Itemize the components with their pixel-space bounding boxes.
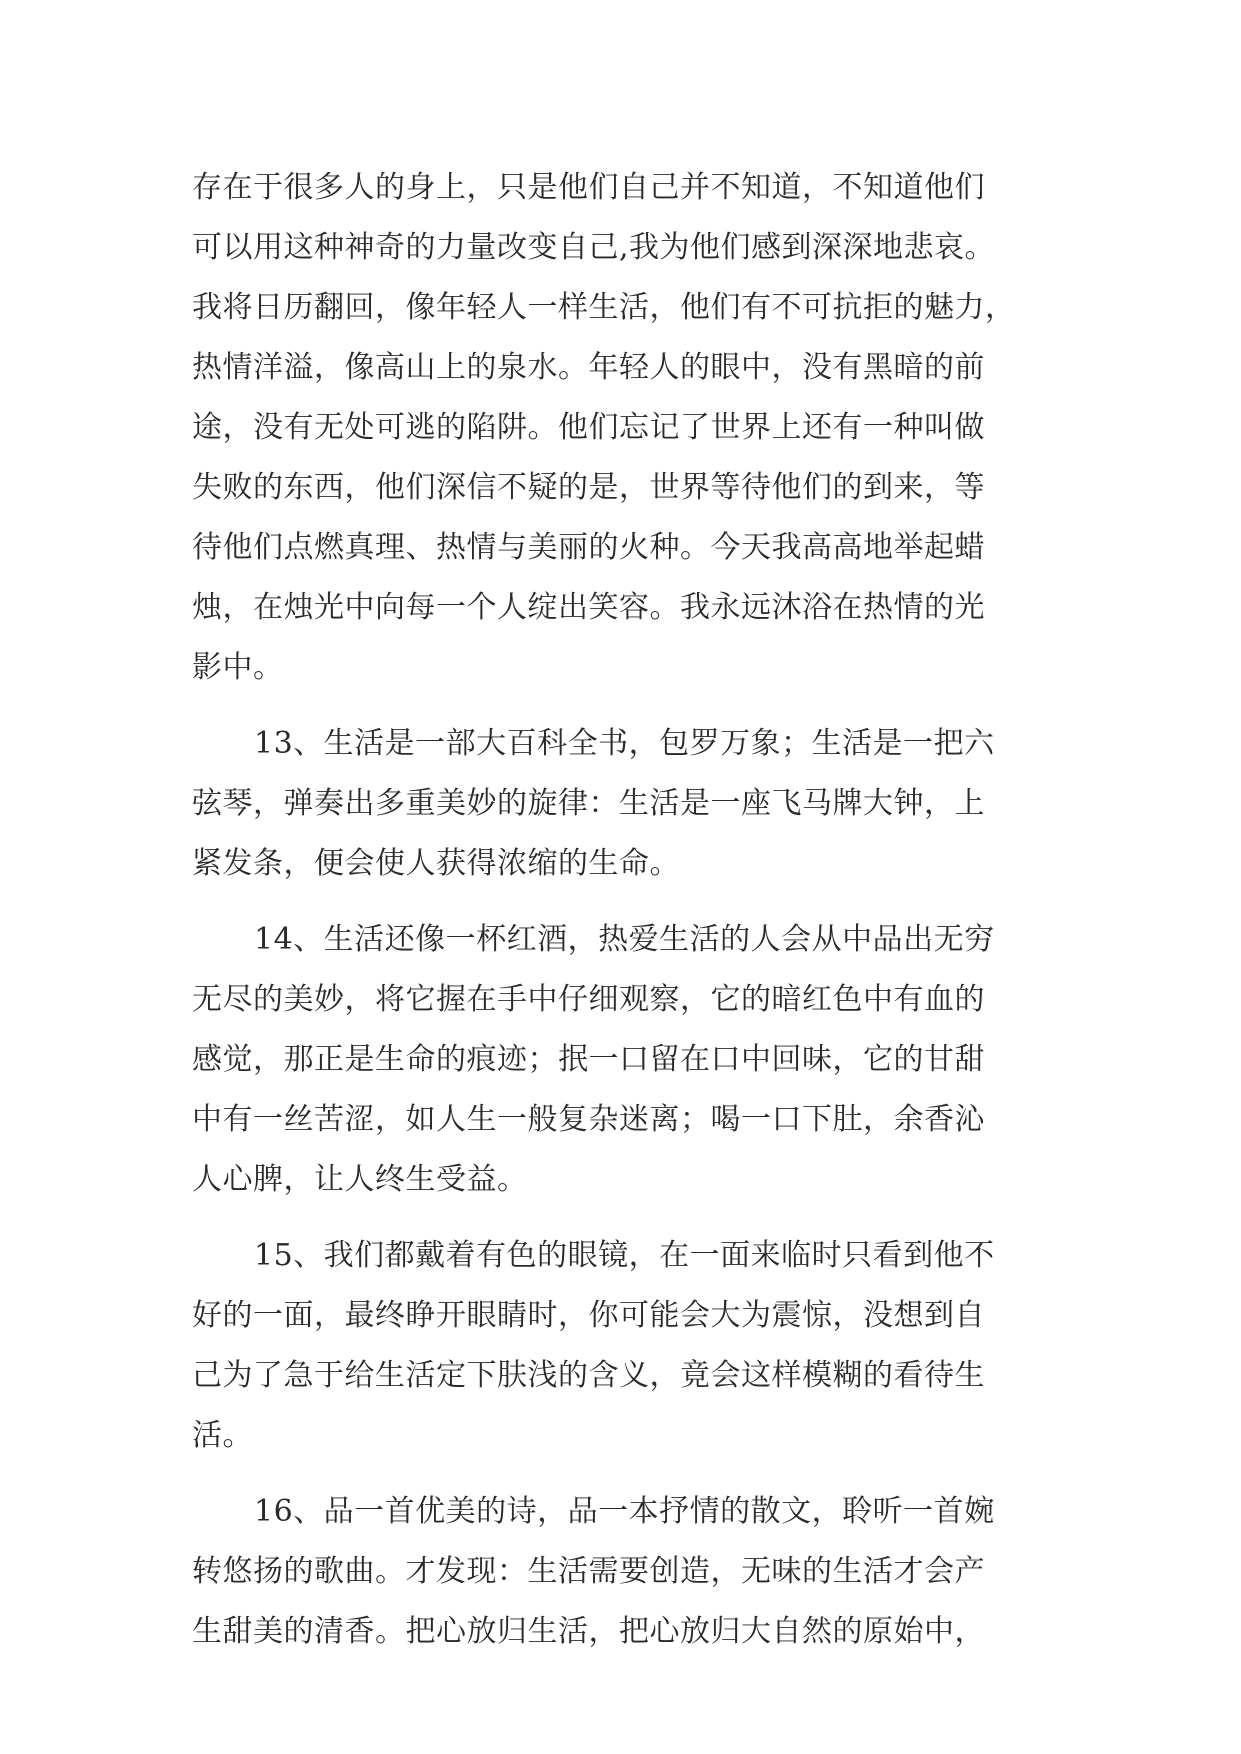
paragraph-continued xyxy=(192,158,1072,698)
text-line: 存在于很多人的身上，只是他们自己并不知道，不知道他们 xyxy=(192,170,985,205)
text-line-first: 16、品一首优美的诗，品一本抒情的散文，聆听一首婉 xyxy=(254,1494,995,1529)
document-body xyxy=(192,158,1072,1662)
paragraph-16 xyxy=(192,1482,1072,1662)
text-line: 失败的东西，他们深信不疑的是，世界等待他们的到来，等 xyxy=(192,470,985,505)
paragraph-13 xyxy=(192,714,1072,894)
text-line-first: 13、生活是一部大百科全书，包罗万象；生活是一把六 xyxy=(254,726,995,761)
text-line: 好的一面，最终睁开眼睛时，你可能会大为震惊，没想到自 xyxy=(192,1298,985,1333)
text-line-first: 14、生活还像一杯红酒，热爱生活的人会从中品出无穷 xyxy=(254,922,995,957)
text-line: 生甜美的清香。把心放归生活，把心放归大自然的原始中， xyxy=(192,1614,985,1649)
text-line: 我将日历翻回，像年轻人一样生活，他们有不可抗拒的魅力， xyxy=(192,290,1016,325)
paragraph-15 xyxy=(192,1226,1072,1466)
text-line-first: 15、我们都戴着有色的眼镜，在一面来临时只看到他不 xyxy=(254,1238,995,1273)
text-line: 热情洋溢，像高山上的泉水。年轻人的眼中，没有黑暗的前 xyxy=(192,350,985,385)
paragraph-gap xyxy=(192,698,1072,714)
text-line: 紧发条，便会使人获得浓缩的生命。 xyxy=(192,846,680,881)
text-line: 转悠扬的歌曲。才发现：生活需要创造，无味的生活才会产 xyxy=(192,1554,985,1589)
paragraph-14 xyxy=(192,910,1072,1210)
text-line: 人心脾，让人终生受益。 xyxy=(192,1162,528,1197)
text-line: 途，没有无处可逃的陷阱。他们忘记了世界上还有一种叫做 xyxy=(192,410,985,445)
text-line: 活。 xyxy=(192,1418,253,1453)
text-line: 己为了急于给生活定下肤浅的含义，竟会这样模糊的看待生 xyxy=(192,1358,985,1393)
paragraph-gap xyxy=(192,894,1072,910)
paragraph-gap xyxy=(192,1210,1072,1226)
paragraph-gap xyxy=(192,1466,1072,1482)
text-line: 烛，在烛光中向每一个人绽出笑容。我永远沐浴在热情的光 xyxy=(192,590,985,625)
text-line: 可以用这种神奇的力量改变自己,我为他们感到深深地悲哀。 xyxy=(192,230,996,265)
text-line: 无尽的美妙，将它握在手中仔细观察，它的暗红色中有血的 xyxy=(192,982,985,1017)
text-line: 感觉，那正是生命的痕迹；抿一口留在口中回味，它的甘甜 xyxy=(192,1042,985,1077)
text-line: 待他们点燃真理、热情与美丽的火种。今天我高高地举起蜡 xyxy=(192,530,985,565)
text-line: 影中。 xyxy=(192,650,284,685)
text-line: 中有一丝苦涩，如人生一般复杂迷离；喝一口下肚，余香沁 xyxy=(192,1102,985,1137)
text-line: 弦琴，弹奏出多重美妙的旋律：生活是一座飞马牌大钟，上 xyxy=(192,786,985,821)
